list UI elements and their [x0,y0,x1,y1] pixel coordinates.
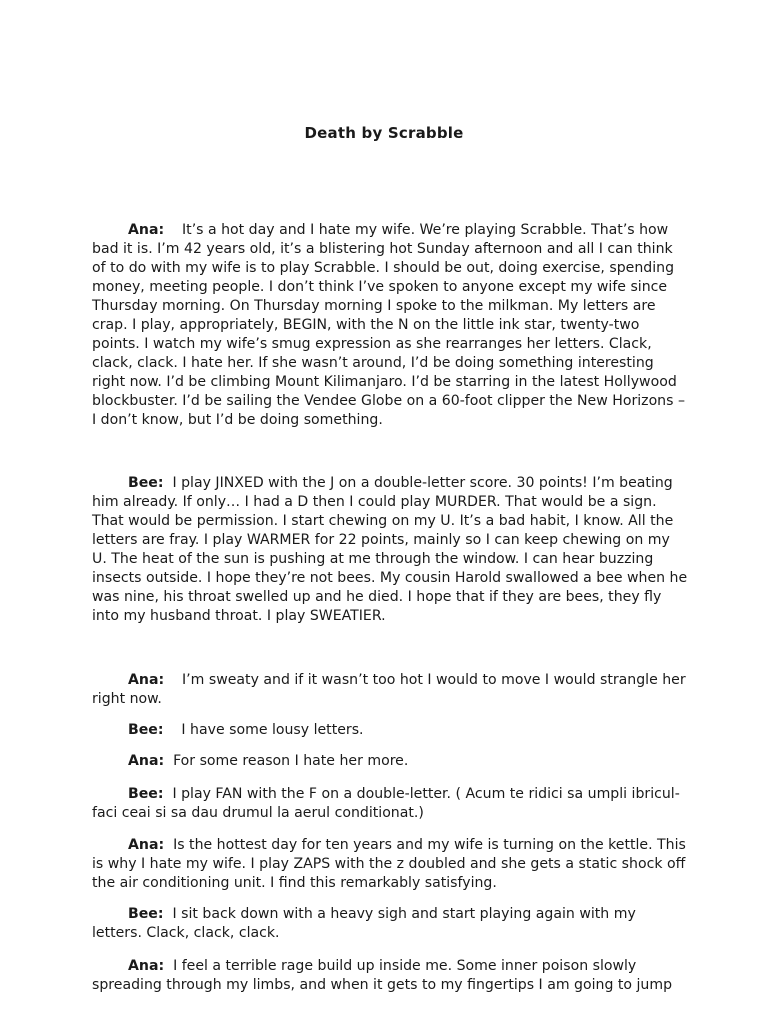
dialogue-paragraph [92,752,688,771]
dialogue-text: It’s a hot day and I hate my wife. We’re playing Scrabble. That’s how bad it is. I’m 42 years old, it’s a blistering hot Sunday afternoon and all I can think of to do with my wife is to play Scrabble. I should be out, doing exercise, spending money, meeting people. I don’t think I’ve spoken to anyone except my wife since Thursday morning. On Thursday morning I spoke to the milkman. My letters are crap. I play, appropriately, BEGIN, with the N on the little ink star, twenty-two points. I watch my wife’s smug expression as she rearranges her letters. Clack, clack, clack. I hate her. If she wasn’t around, I’d be doing something interesting right now. I’d be climbing Mount Kilimanjaro. I’d be starring in the latest Hollywood blockbuster. I’d be sailing the Vendee Globe on a 60-foot clipper the New Horizons – I don’t know, but I’d be doing something. [92,222,685,428]
dialogue-paragraph [92,957,688,995]
dialogue-text: I’m sweaty and if it wasn’t too hot I would to move I would strangle her right now. [92,672,686,707]
dialogue-paragraph [92,785,688,823]
dialogue-paragraph [92,836,688,893]
dialogue-paragraph [92,671,688,709]
speaker-label: Bee: [128,475,164,491]
speaker-label: Ana: [128,222,165,238]
speaker-label: Ana: [128,958,165,974]
dialogue-text: For some reason I hate her more. [173,753,409,769]
dialogue-paragraph [92,721,688,740]
dialogue-text: I play JINXED with the J on a double-letter score. 30 points! I’m beating him already. If only… I had a D then I could play MURDER. That would be a sign. That would be permission. I start chewing on my U. It’s a bad habit, I know. All the letters are fray. I play WARMER for 22 points, mainly so I can keep chewing on my U. The heat of the sun is pushing at me through the window. I can hear buzzing insects outside. I hope they’re not bees. My cousin Harold swallowed a bee when he was nine, his throat swelled up and he died. I hope that if they are bees, they fly into my husband throat. I play SWEATIER. [92,475,688,624]
speaker-label: Bee: [128,786,164,802]
dialogue-text: I feel a terrible rage build up inside me. Some inner poison slowly spreading through my limbs, and when it gets to my fingertips I am going to jump [92,958,673,993]
dialogue-paragraph [92,221,688,430]
dialogue-paragraph [92,905,688,943]
dialogue-paragraph [92,474,688,626]
speaker-label: Bee: [128,906,164,922]
dialogue-text: I sit back down with a heavy sigh and start playing again with my letters. Clack, clack, clack. [92,906,636,941]
speaker-label: Ana: [128,672,165,688]
speaker-label: Ana: [128,753,165,769]
speaker-label: Ana: [128,837,165,853]
dialogue-text: I have some lousy letters. [181,722,364,738]
speaker-label: Bee: [128,722,164,738]
dialogue-text: Is the hottest day for ten years and my wife is turning on the kettle. This is why I hate my wife. I play ZAPS with the z doubled and she gets a static shock off the air conditioning unit. I find this remarkably satisfying. [92,837,686,891]
dialogue-text: I play FAN with the F on a double-letter. ( Acum te ridici sa umpli ibricul-faci ceai si sa dau drumul la aerul conditionat.) [92,786,680,821]
document-title: Death by Scrabble [304,124,464,142]
